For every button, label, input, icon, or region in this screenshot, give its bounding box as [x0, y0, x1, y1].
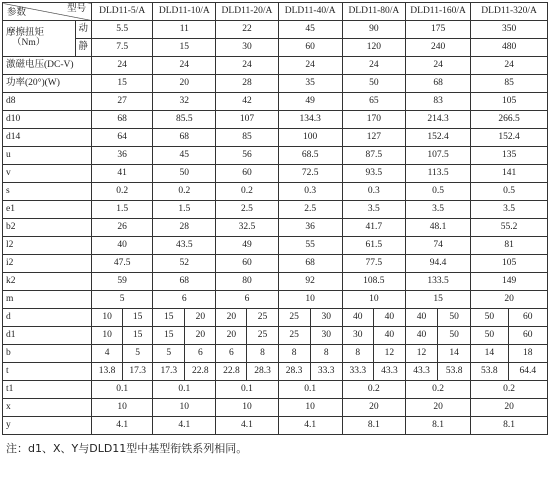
value-cell-max: 12 [373, 345, 405, 363]
value-cell: 152.4 [405, 129, 470, 147]
value-cell: 107 [216, 111, 278, 129]
value-cell: 120 [342, 39, 405, 57]
split-parameter-row [3, 363, 548, 381]
parameter-row [3, 129, 548, 147]
value-cell-max: 15 [123, 327, 153, 345]
value-cell: 28 [216, 75, 278, 93]
value-cell: 105 [471, 255, 548, 273]
value-cell: 41.7 [342, 219, 405, 237]
parameter-row [3, 75, 548, 93]
value-cell: 0.2 [405, 381, 470, 399]
split-parameter-row [3, 345, 548, 363]
value-cell: 42 [216, 93, 278, 111]
value-cell: 36 [278, 219, 342, 237]
value-cell: 72.5 [278, 165, 342, 183]
value-cell: 22 [216, 21, 278, 39]
value-cell: 6 [216, 291, 278, 309]
value-cell: 50 [342, 75, 405, 93]
value-cell: 24 [471, 57, 548, 75]
value-cell: 60 [216, 255, 278, 273]
value-cell: 0.1 [278, 381, 342, 399]
parameter-row [3, 399, 548, 417]
value-cell-max: 22.8 [185, 363, 216, 381]
value-cell-max: 20 [185, 309, 216, 327]
value-cell-max: 8 [247, 345, 278, 363]
value-cell: 127 [342, 129, 405, 147]
torque-label-cell [3, 21, 76, 57]
spec-sheet [2, 2, 548, 456]
value-cell: 36 [92, 147, 153, 165]
parameter-row [3, 201, 548, 219]
value-cell: 152.4 [471, 129, 548, 147]
value-cell: 266.5 [471, 111, 548, 129]
value-cell: 49 [278, 93, 342, 111]
torque-unit-label: （Nm） [12, 37, 46, 48]
value-cell-max: 15 [123, 309, 153, 327]
value-cell-max: 18 [508, 345, 548, 363]
value-cell-min: 33.3 [342, 363, 373, 381]
value-cell: 5.5 [92, 21, 153, 39]
value-cell: 47.5 [92, 255, 153, 273]
value-cell: 68 [153, 273, 216, 291]
value-cell-max: 14 [438, 345, 471, 363]
value-cell: 24 [405, 57, 470, 75]
value-cell-max: 17.3 [123, 363, 153, 381]
parameter-row [3, 237, 548, 255]
value-cell: 10 [278, 399, 342, 417]
header-row [3, 3, 548, 21]
value-cell: 7.5 [92, 39, 153, 57]
value-cell: 43.5 [153, 237, 216, 255]
value-cell: 90 [342, 21, 405, 39]
value-cell: 480 [471, 39, 548, 57]
model-header-cell: DLD11-160/A [405, 3, 470, 21]
value-cell: 3.5 [471, 201, 548, 219]
value-cell-max: 53.8 [438, 363, 471, 381]
value-cell: 3.5 [342, 201, 405, 219]
parameter-row [3, 255, 548, 273]
torque-static-label: 静 [75, 39, 92, 57]
value-cell: 68 [92, 111, 153, 129]
value-cell: 68 [278, 255, 342, 273]
value-cell-min: 28.3 [278, 363, 310, 381]
value-cell-min: 43.3 [405, 363, 437, 381]
row-label-cell: t1 [3, 381, 92, 399]
value-cell: 113.5 [405, 165, 470, 183]
value-cell-min: 20 [216, 309, 247, 327]
value-cell: 2.5 [216, 201, 278, 219]
value-cell-min: 22.8 [216, 363, 247, 381]
value-cell-max: 25 [247, 327, 278, 345]
value-cell-max: 64.4 [508, 363, 548, 381]
value-cell: 81 [471, 237, 548, 255]
value-cell: 133.5 [405, 273, 470, 291]
value-cell: 2.5 [278, 201, 342, 219]
torque-dynamic-label: 动 [75, 21, 92, 39]
value-cell: 85.5 [153, 111, 216, 129]
value-cell: 1.5 [153, 201, 216, 219]
value-cell: 10 [278, 291, 342, 309]
value-cell: 65 [342, 93, 405, 111]
value-cell: 15 [153, 39, 216, 57]
value-cell: 0.5 [405, 183, 470, 201]
value-cell: 60 [278, 39, 342, 57]
row-label-cell: b2 [3, 219, 92, 237]
value-cell: 4.1 [92, 417, 153, 435]
value-cell: 10 [153, 399, 216, 417]
value-cell-min: 40 [405, 309, 437, 327]
value-cell: 20 [153, 75, 216, 93]
value-cell: 83 [405, 93, 470, 111]
torque-static-row [3, 39, 548, 57]
value-cell: 8.1 [405, 417, 470, 435]
row-label-cell: k2 [3, 273, 92, 291]
torque-dynamic-row [3, 21, 548, 39]
row-label-cell: 激磁电压(DC-V) [3, 57, 92, 75]
row-label-cell: l2 [3, 237, 92, 255]
model-header-cell: DLD11-5/A [92, 3, 153, 21]
row-label-cell: v [3, 165, 92, 183]
value-cell: 55 [278, 237, 342, 255]
model-header-cell: DLD11-80/A [342, 3, 405, 21]
value-cell: 24 [92, 57, 153, 75]
row-label-cell: i2 [3, 255, 92, 273]
value-cell: 5 [92, 291, 153, 309]
value-cell: 4.1 [153, 417, 216, 435]
value-cell: 107.5 [405, 147, 470, 165]
value-cell: 6 [153, 291, 216, 309]
value-cell-max: 30 [310, 309, 342, 327]
value-cell: 3.5 [405, 201, 470, 219]
value-cell: 240 [405, 39, 470, 57]
value-cell: 24 [278, 57, 342, 75]
model-header-cell: DLD11-40/A [278, 3, 342, 21]
value-cell: 59 [92, 273, 153, 291]
value-cell-max: 60 [508, 327, 548, 345]
value-cell-max: 33.3 [310, 363, 342, 381]
value-cell: 45 [278, 21, 342, 39]
footnote: 注：d1、X、Y与DLD11型中基型衔铁系列相同。 [6, 442, 248, 455]
value-cell-min: 4 [92, 345, 123, 363]
parameter-header-label: 参数 [7, 7, 27, 18]
value-cell: 108.5 [342, 273, 405, 291]
value-cell: 35 [278, 75, 342, 93]
torque-label: 摩擦扭矩 [6, 28, 45, 38]
value-cell: 93.5 [342, 165, 405, 183]
value-cell: 24 [153, 57, 216, 75]
model-header-label: 型号 [67, 4, 87, 14]
value-cell: 20 [471, 399, 548, 417]
value-cell: 0.1 [153, 381, 216, 399]
value-cell: 15 [405, 291, 470, 309]
row-label-cell: t [3, 363, 92, 381]
value-cell: 60 [216, 165, 278, 183]
value-cell: 55.2 [471, 219, 548, 237]
value-cell: 77.5 [342, 255, 405, 273]
value-cell: 0.2 [153, 183, 216, 201]
value-cell-min: 25 [278, 309, 310, 327]
value-cell: 49 [216, 237, 278, 255]
value-cell: 92 [278, 273, 342, 291]
value-cell: 94.4 [405, 255, 470, 273]
value-cell-min: 5 [153, 345, 185, 363]
value-cell: 214.3 [405, 111, 470, 129]
parameter-row [3, 183, 548, 201]
parameter-row [3, 111, 548, 129]
value-cell: 28 [153, 219, 216, 237]
value-cell: 32.5 [216, 219, 278, 237]
value-cell: 0.2 [471, 381, 548, 399]
value-cell: 48.1 [405, 219, 470, 237]
row-label-cell: s [3, 183, 92, 201]
value-cell: 141 [471, 165, 548, 183]
value-cell: 68.5 [278, 147, 342, 165]
value-cell: 10 [216, 399, 278, 417]
parameter-row [3, 381, 548, 399]
value-cell: 0.2 [216, 183, 278, 201]
value-cell: 8.1 [342, 417, 405, 435]
value-cell-min: 12 [405, 345, 437, 363]
value-cell: 80 [216, 273, 278, 291]
value-cell: 32 [153, 93, 216, 111]
value-cell: 11 [153, 21, 216, 39]
value-cell-min: 53.8 [471, 363, 508, 381]
value-cell-max: 40 [373, 327, 405, 345]
value-cell-min: 8 [278, 345, 310, 363]
value-cell: 30 [216, 39, 278, 57]
value-cell-min: 8 [342, 345, 373, 363]
value-cell: 10 [92, 399, 153, 417]
parameter-row [3, 57, 548, 75]
value-cell: 0.1 [92, 381, 153, 399]
model-header-cell: DLD11-320/A [471, 3, 548, 21]
value-cell: 68 [405, 75, 470, 93]
value-cell-min: 17.3 [153, 363, 185, 381]
value-cell-max: 43.3 [373, 363, 405, 381]
value-cell-min: 15 [153, 309, 185, 327]
value-cell-min: 13.8 [92, 363, 123, 381]
value-cell: 135 [471, 147, 548, 165]
value-cell-max: 40 [373, 309, 405, 327]
value-cell: 24 [342, 57, 405, 75]
value-cell: 15 [92, 75, 153, 93]
value-cell-max: 6 [185, 345, 216, 363]
value-cell: 85 [216, 129, 278, 147]
value-cell: 1.5 [92, 201, 153, 219]
value-cell-min: 25 [278, 327, 310, 345]
value-cell: 87.5 [342, 147, 405, 165]
value-cell: 20 [471, 291, 548, 309]
value-cell: 0.3 [278, 183, 342, 201]
header-corner-cell [3, 3, 92, 21]
value-cell-min: 10 [92, 327, 123, 345]
value-cell: 61.5 [342, 237, 405, 255]
value-cell-max: 50 [438, 309, 471, 327]
value-cell: 20 [405, 399, 470, 417]
row-label-cell: m [3, 291, 92, 309]
parameter-row [3, 417, 548, 435]
value-cell: 10 [342, 291, 405, 309]
value-cell-min: 30 [342, 327, 373, 345]
value-cell: 350 [471, 21, 548, 39]
row-label-cell: x [3, 399, 92, 417]
value-cell-min: 20 [216, 327, 247, 345]
value-cell: 105 [471, 93, 548, 111]
value-cell: 56 [216, 147, 278, 165]
value-cell: 68 [153, 129, 216, 147]
value-cell-max: 25 [247, 309, 278, 327]
value-cell: 24 [216, 57, 278, 75]
row-label-cell: d10 [3, 111, 92, 129]
value-cell: 41 [92, 165, 153, 183]
value-cell: 170 [342, 111, 405, 129]
value-cell: 40 [92, 237, 153, 255]
value-cell: 64 [92, 129, 153, 147]
value-cell: 8.1 [471, 417, 548, 435]
value-cell-max: 5 [123, 345, 153, 363]
value-cell: 27 [92, 93, 153, 111]
value-cell-max: 50 [438, 327, 471, 345]
value-cell: 74 [405, 237, 470, 255]
value-cell-max: 28.3 [247, 363, 278, 381]
value-cell: 100 [278, 129, 342, 147]
value-cell: 134.3 [278, 111, 342, 129]
parameter-row [3, 165, 548, 183]
value-cell: 0.3 [342, 183, 405, 201]
value-cell-max: 60 [508, 309, 548, 327]
value-cell: 0.2 [92, 183, 153, 201]
row-label-cell: d14 [3, 129, 92, 147]
row-label-cell: d [3, 309, 92, 327]
row-label-cell: u [3, 147, 92, 165]
value-cell-min: 10 [92, 309, 123, 327]
value-cell-max: 30 [310, 327, 342, 345]
value-cell-min: 15 [153, 327, 185, 345]
split-parameter-row [3, 309, 548, 327]
row-label-cell: d8 [3, 93, 92, 111]
value-cell: 85 [471, 75, 548, 93]
value-cell: 149 [471, 273, 548, 291]
value-cell: 45 [153, 147, 216, 165]
value-cell: 0.1 [216, 381, 278, 399]
value-cell: 0.5 [471, 183, 548, 201]
row-label-cell: b [3, 345, 92, 363]
parameter-row [3, 219, 548, 237]
value-cell-min: 14 [471, 345, 508, 363]
row-label-cell: 功率(20°)(W) [3, 75, 92, 93]
value-cell-max: 20 [185, 327, 216, 345]
parameter-row [3, 273, 548, 291]
spec-table [2, 2, 548, 435]
row-label-cell: d1 [3, 327, 92, 345]
split-parameter-row [3, 327, 548, 345]
model-header-cell: DLD11-10/A [153, 3, 216, 21]
parameter-row [3, 291, 548, 309]
parameter-row [3, 93, 548, 111]
value-cell: 26 [92, 219, 153, 237]
row-label-cell: e1 [3, 201, 92, 219]
value-cell-max: 8 [310, 345, 342, 363]
value-cell: 4.1 [216, 417, 278, 435]
value-cell: 4.1 [278, 417, 342, 435]
value-cell-min: 40 [342, 309, 373, 327]
value-cell: 52 [153, 255, 216, 273]
value-cell-min: 6 [216, 345, 247, 363]
value-cell-min: 50 [471, 327, 508, 345]
parameter-row [3, 147, 548, 165]
value-cell-min: 40 [405, 327, 437, 345]
row-label-cell: y [3, 417, 92, 435]
value-cell-min: 50 [471, 309, 508, 327]
value-cell: 50 [153, 165, 216, 183]
value-cell: 0.2 [342, 381, 405, 399]
value-cell: 175 [405, 21, 470, 39]
model-header-cell: DLD11-20/A [216, 3, 278, 21]
value-cell: 20 [342, 399, 405, 417]
